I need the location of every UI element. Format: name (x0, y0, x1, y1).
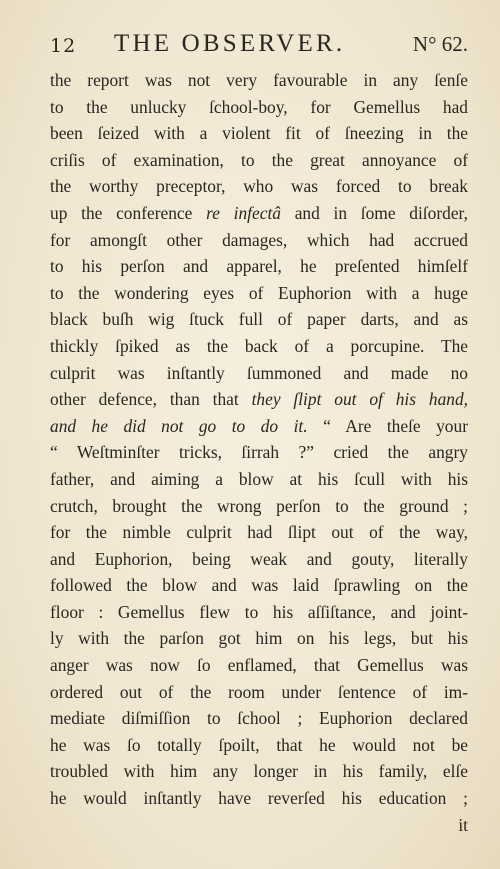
text-line (50, 413, 468, 440)
text-segment: for amongſt other damages, which had accrued (50, 229, 468, 250)
text-segment: up the conference (50, 202, 207, 223)
text-segment: father, and aiming a blow at his ſcull with his (50, 468, 468, 489)
text-segment: criſis of examination, to the great annoyance of (50, 149, 468, 170)
text-segment: crutch, brought the wrong perſon to the ground ; (50, 495, 468, 516)
text-line (50, 652, 468, 679)
text-segment: “ Are theſe your (307, 415, 468, 436)
text-line (50, 253, 468, 280)
text-segment: the worthy preceptor, who was forced to break (50, 176, 468, 197)
text-line (50, 67, 468, 94)
text-line (50, 599, 468, 626)
text-line (50, 546, 468, 573)
text-line (50, 200, 468, 227)
text-line (50, 785, 468, 812)
text-line (50, 147, 468, 174)
text-line (50, 280, 468, 307)
text-segment: for the nimble culprit had ſlipt out of the way, (50, 522, 468, 543)
text-line (50, 94, 468, 121)
text-line (50, 572, 468, 599)
text-line (50, 120, 468, 147)
text-line (50, 227, 468, 254)
text-segment: floor : Gemellus flew to his aſſiſtance, and joint- (50, 601, 468, 622)
text-segment: ly with the parſon got him on his legs, but his (50, 628, 468, 649)
text-segment: and in ſome diſorder, (280, 202, 468, 223)
text-segment: thickly ſpiked as the back of a porcupine. The (50, 335, 468, 356)
text-segment: been ſeized with a violent fit of ſneezing in the (50, 123, 468, 144)
text-line (50, 519, 468, 546)
text-line (50, 466, 468, 493)
text-line (50, 732, 468, 759)
text-line (50, 173, 468, 200)
italic-text: they ſlipt out of his hand, (251, 389, 468, 410)
page-number: 12 (50, 35, 77, 57)
text-line (50, 360, 468, 387)
text-segment: culprit was inſtantly ſummoned and made no (50, 362, 468, 383)
issue-number: N° 62. (412, 32, 468, 56)
text-segment: anger was now ſo enflamed, that Gemellus was (50, 655, 468, 676)
text-line (50, 306, 468, 333)
page-header (50, 30, 468, 64)
text-segment: it (458, 814, 468, 835)
text-segment: to the unlucky ſchool-boy, for Gemellus had (50, 96, 468, 117)
text-line (50, 705, 468, 732)
text-segment: mediate diſmiſſion to ſchool ; Euphorion declared (50, 708, 468, 729)
body-text (50, 67, 468, 838)
text-line (50, 493, 468, 520)
text-segment: troubled with him any longer in his family, elſe (50, 761, 468, 782)
text-segment: other defence, than that (50, 389, 252, 410)
text-line (50, 679, 468, 706)
text-segment: to the wondering eyes of Euphorion with a huge (50, 282, 468, 303)
text-segment: to his perſon and apparel, he preſented himſelf (50, 256, 468, 277)
text-line (50, 812, 468, 839)
text-segment: the report was not very favourable in any ſenſe (50, 70, 468, 90)
text-segment: he was ſo totally ſpoilt, that he would not be (50, 734, 468, 755)
text-line (50, 439, 468, 466)
italic-text: re infectâ (206, 202, 281, 223)
text-segment: “ Weſtminſter tricks, ſirrah ?” cried the angry (50, 442, 468, 463)
text-segment: and Euphorion, being weak and gouty, literally (50, 548, 468, 569)
italic-text: and he did not go to do it. (50, 415, 308, 436)
text-segment: followed the blow and was laid ſprawling on the (50, 575, 468, 596)
text-line (50, 625, 468, 652)
text-segment: black buſh wig ſtuck full of paper darts, and as (50, 309, 468, 330)
text-line (50, 758, 468, 785)
text-line (50, 386, 468, 413)
text-segment: ordered out of the room under ſentence of im- (50, 681, 468, 702)
running-title: THE OBSERVER. (114, 30, 346, 57)
text-segment: he would inſtantly have reverſed his education ; (50, 788, 468, 809)
text-line (50, 333, 468, 360)
